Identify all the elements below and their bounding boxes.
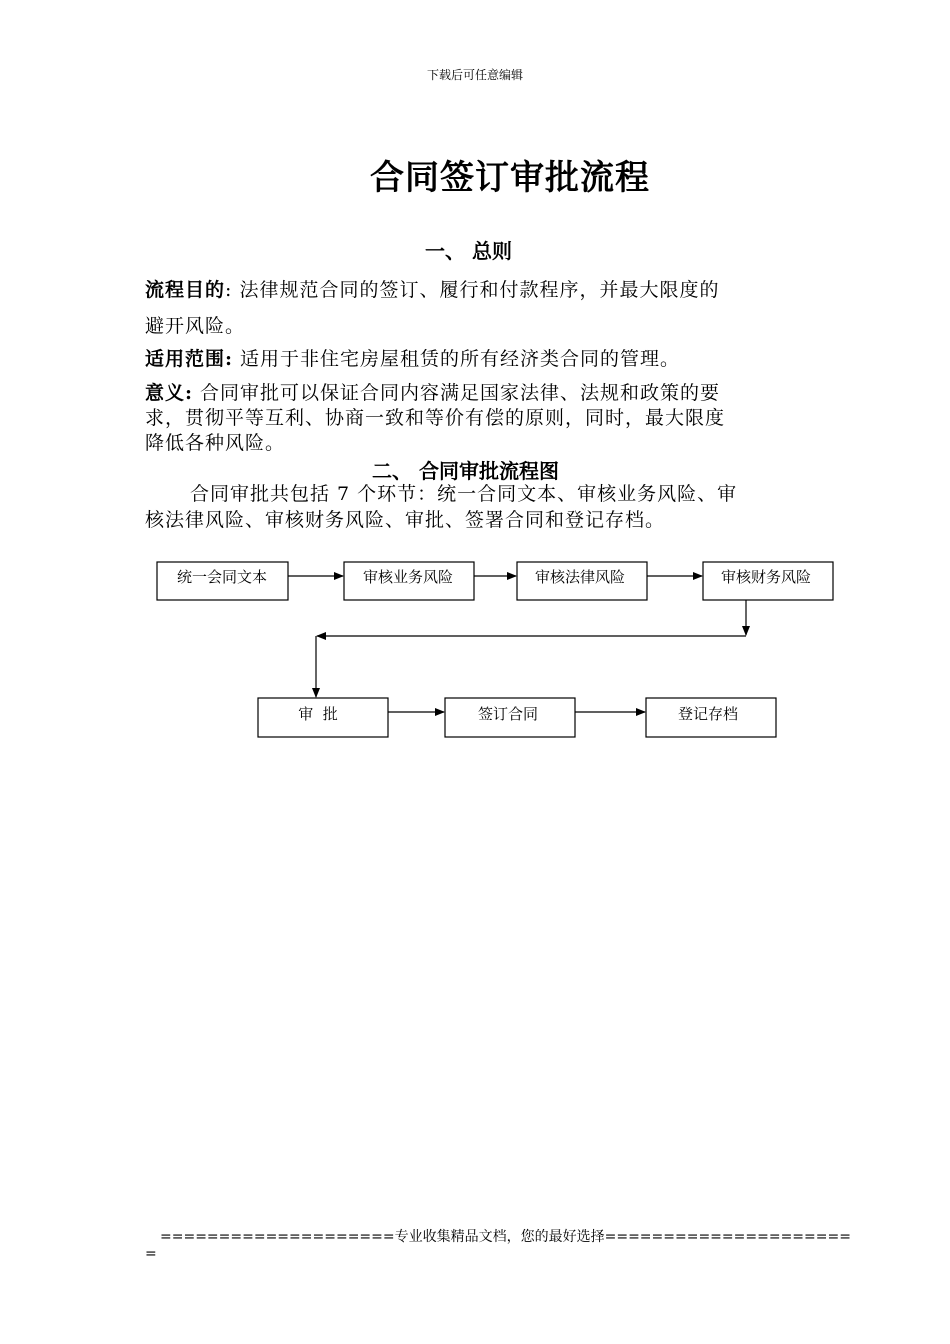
meaning-label: 意义: <box>145 382 194 404</box>
footer-tail: = <box>145 1246 157 1262</box>
section2-heading: 二、 合同审批流程图 <box>372 459 559 483</box>
scope-label: 适用范围: <box>145 348 234 370</box>
flow-box-step2-label: 审核业务风险 <box>362 568 454 586</box>
flow-box-step5 <box>258 698 388 737</box>
meaning-text-line1: 合同审批可以保证合同内容满足国家法律、法规和政策的要 <box>193 382 721 404</box>
section1-heading: 一、 总则 <box>425 239 512 263</box>
flow-box-step7 <box>646 698 776 737</box>
purpose-label: 流程目的 <box>145 279 226 301</box>
purpose-text-line2: 避开风险。 <box>145 315 246 337</box>
header-note: 下载后可任意编辑 <box>426 68 523 82</box>
flow-box-step1-label: 统一会同文本 <box>176 568 268 586</box>
intro-text-line2: 核法律风险、审核财务风险、审批、签署合同和登记存档。 <box>145 509 666 531</box>
flow-box-step6 <box>445 698 575 737</box>
purpose-text-line1: 法律规范合同的签订、履行和付款程序，并最大限度的 <box>232 279 720 301</box>
purpose-colon: : <box>225 279 233 301</box>
footer-line: ====================专业收集精品文档，您的最好选择===================== <box>160 1229 851 1245</box>
flow-box-step2 <box>344 562 474 600</box>
flow-box-step3 <box>517 562 647 600</box>
flow-box-step1 <box>157 562 288 600</box>
meaning-text-line2: 求，贯彻平等互利、协商一致和等价有偿的原则，同时，最大限度 <box>145 407 726 429</box>
flow-box-step4-label: 审核财务风险 <box>720 568 812 586</box>
flow-box-step3-label: 审核法律风险 <box>534 568 626 586</box>
flow-box-step7-label: 登记存档 <box>677 705 739 723</box>
flow-box-step5-label: 审 批 <box>298 705 338 723</box>
flow-box-step6-label: 签订合同 <box>477 705 539 723</box>
scope-text: 适用于非住宅房屋租赁的所有经济类合同的管理。 <box>233 348 681 370</box>
meaning-text-line3: 降低各种风险。 <box>145 432 286 454</box>
flow-box-step4 <box>703 562 833 600</box>
document-title: 合同签订审批流程 <box>370 158 650 198</box>
intro-text-line1: 合同审批共包括 7 个环节：统一合同文本、审核业务风险、审 <box>190 483 738 505</box>
